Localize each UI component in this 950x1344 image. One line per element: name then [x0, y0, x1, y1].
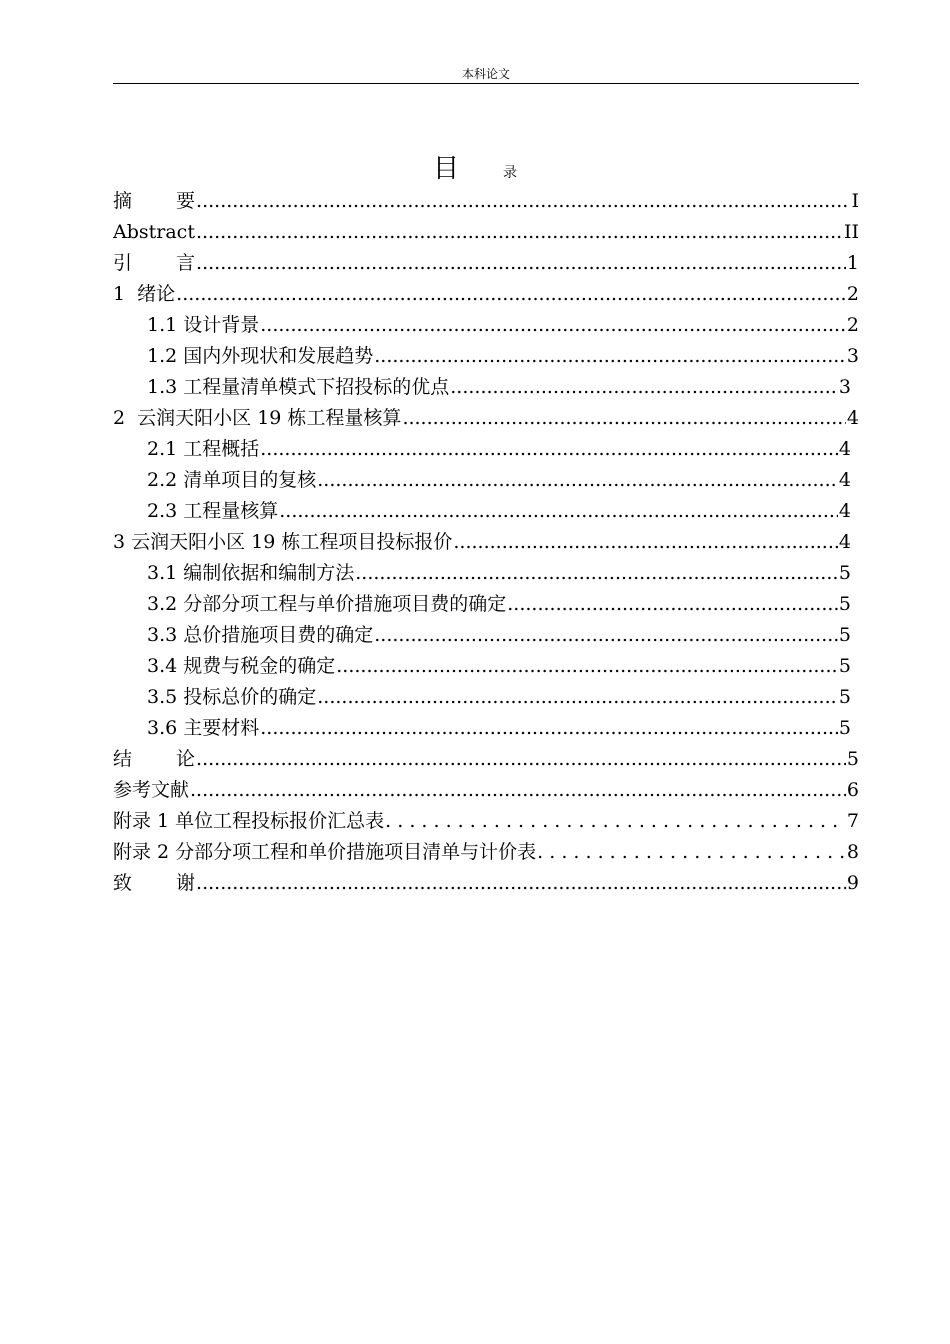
toc-title-main: 目 [432, 154, 459, 184]
toc-entry-label: 引 [113, 252, 177, 274]
dot-leader [190, 775, 846, 805]
toc-entry-conclusion[interactable] [113, 744, 859, 774]
toc-entry-label: 2.1 工程概括 [147, 438, 260, 460]
dot-leader [260, 434, 838, 464]
toc-entry-page: 2 [846, 283, 859, 305]
dot-leader [374, 341, 846, 371]
toc-entry-page: 4 [846, 407, 859, 429]
toc-entry-label: 3.3 总价措施项目费的确定 [147, 624, 374, 646]
toc-entry-label: 要 [176, 190, 196, 212]
toc-entry-label: 3.4 规费与税金的确定 [147, 655, 336, 677]
toc-entry-label: 2.3 工程量核算 [147, 500, 279, 522]
toc-entry-page: 7 [846, 810, 859, 832]
toc-entry-3-6[interactable] [147, 713, 851, 743]
toc-entry-page: 5 [838, 686, 851, 708]
toc-entry-label: 3.6 主要材料 [147, 717, 260, 739]
toc-entry-page: 5 [838, 593, 851, 615]
toc-entry-page: 3 [838, 376, 851, 398]
toc-entry-appendix-1[interactable] [113, 806, 859, 836]
dot-leader [196, 217, 843, 247]
toc-entry-label: 3 云润天阳小区 19 栋工程项目投标报价 [113, 531, 453, 553]
toc-entry-label: 3.2 分部分项工程与单价措施项目费的确定 [147, 593, 507, 615]
toc-entry-1-3[interactable] [147, 372, 851, 402]
toc-entry-label: 谢 [176, 872, 196, 894]
toc-entry-references[interactable] [113, 775, 859, 805]
dot-leader [317, 682, 838, 712]
toc-entry-page: 5 [846, 748, 859, 770]
toc-entry-page: II [843, 221, 859, 243]
toc-entry-page: 1 [846, 252, 859, 274]
toc-entry-1-1[interactable] [147, 310, 859, 340]
dot-leader [196, 186, 850, 216]
toc-entry-label: 3.5 投标总价的确定 [147, 686, 317, 708]
toc-entry-2-3[interactable] [147, 496, 851, 526]
toc-entry-3-4[interactable] [147, 651, 851, 681]
toc-title-small: 录 [503, 165, 517, 181]
running-header: 本科论文 [461, 67, 510, 81]
toc-entry-page: 9 [846, 872, 859, 894]
toc-entry-page: 4 [838, 500, 851, 522]
toc-entry-page: 5 [838, 624, 851, 646]
toc-entry-1-2[interactable] [147, 341, 859, 371]
dot-leader [196, 248, 846, 278]
toc-entry-page: 8 [846, 841, 859, 863]
dot-leader [196, 868, 846, 898]
dot-leader [507, 589, 838, 619]
toc-entry-abstract-cn[interactable] [113, 186, 859, 216]
toc-entry-acknowledgements[interactable] [113, 868, 859, 898]
dot-leader [450, 372, 838, 402]
toc-entry-page: 6 [846, 779, 859, 801]
dot-leader [176, 279, 846, 309]
toc-entry-label: 言 [176, 252, 196, 274]
toc-entry-2-2[interactable] [147, 465, 851, 495]
toc-entry-2-1[interactable] [147, 434, 851, 464]
dot-leader [537, 837, 846, 867]
toc-entry-page: 2 [846, 314, 859, 336]
header-rule [113, 83, 859, 84]
toc-entry-label: 摘 [113, 190, 177, 212]
dot-leader [336, 651, 838, 681]
toc-entry-label: 附录 1 单位工程投标报价汇总表 [113, 810, 385, 832]
toc-entry-label: 结 [113, 748, 177, 770]
dot-leader [402, 403, 845, 433]
toc-entry-label: 1 绪论 [113, 283, 176, 305]
toc-entry-page: I [851, 190, 859, 212]
toc-entry-3-3[interactable] [147, 620, 851, 650]
toc-entry-3-5[interactable] [147, 682, 851, 712]
toc-title [0, 154, 950, 188]
dot-leader [260, 713, 838, 743]
toc-entry-page: 4 [838, 531, 851, 553]
dot-leader [453, 527, 838, 557]
toc-entry-chapter-2[interactable] [113, 403, 859, 433]
toc-entry-3-2[interactable] [147, 589, 851, 619]
toc-entry-label: Abstract [113, 221, 195, 243]
dot-leader [317, 465, 838, 495]
toc-entry-label: 3.1 编制依据和编制方法 [147, 562, 355, 584]
toc-entry-label: 1.1 设计背景 [147, 314, 260, 336]
toc-entry-page: 3 [846, 345, 859, 367]
toc-entry-page: 4 [838, 469, 851, 491]
toc-entry-page: 5 [838, 562, 851, 584]
dot-leader [196, 744, 846, 774]
toc-entry-page: 5 [838, 717, 851, 739]
dot-leader [385, 806, 846, 836]
toc-entry-label: 论 [176, 748, 196, 770]
toc-entry-label: 参考文献 [113, 779, 190, 801]
toc-entry-chapter-1[interactable] [113, 279, 859, 309]
toc-entry-label: 2 云润天阳小区 19 栋工程量核算 [113, 407, 402, 429]
toc-entry-abstract-en[interactable] [113, 217, 859, 247]
dot-leader [279, 496, 838, 526]
toc-entry-label: 附录 2 分部分项工程和单价措施项目清单与计价表 [113, 841, 537, 863]
toc-entry-3-1[interactable] [147, 558, 851, 588]
toc-entry-chapter-3[interactable] [113, 527, 851, 557]
dot-leader [374, 620, 838, 650]
toc-entry-label: 2.2 清单项目的复核 [147, 469, 317, 491]
dot-leader [260, 310, 846, 340]
toc-entry-label: 1.3 工程量清单模式下招投标的优点 [147, 376, 450, 398]
toc-entry-page: 4 [838, 438, 851, 460]
dot-leader [355, 558, 838, 588]
toc-entry-introduction[interactable] [113, 248, 859, 278]
toc-entry-label: 1.2 国内外现状和发展趋势 [147, 345, 374, 367]
toc-entry-page: 5 [838, 655, 851, 677]
toc-entry-label: 致 [113, 872, 177, 894]
toc-entry-appendix-2[interactable] [113, 837, 859, 867]
